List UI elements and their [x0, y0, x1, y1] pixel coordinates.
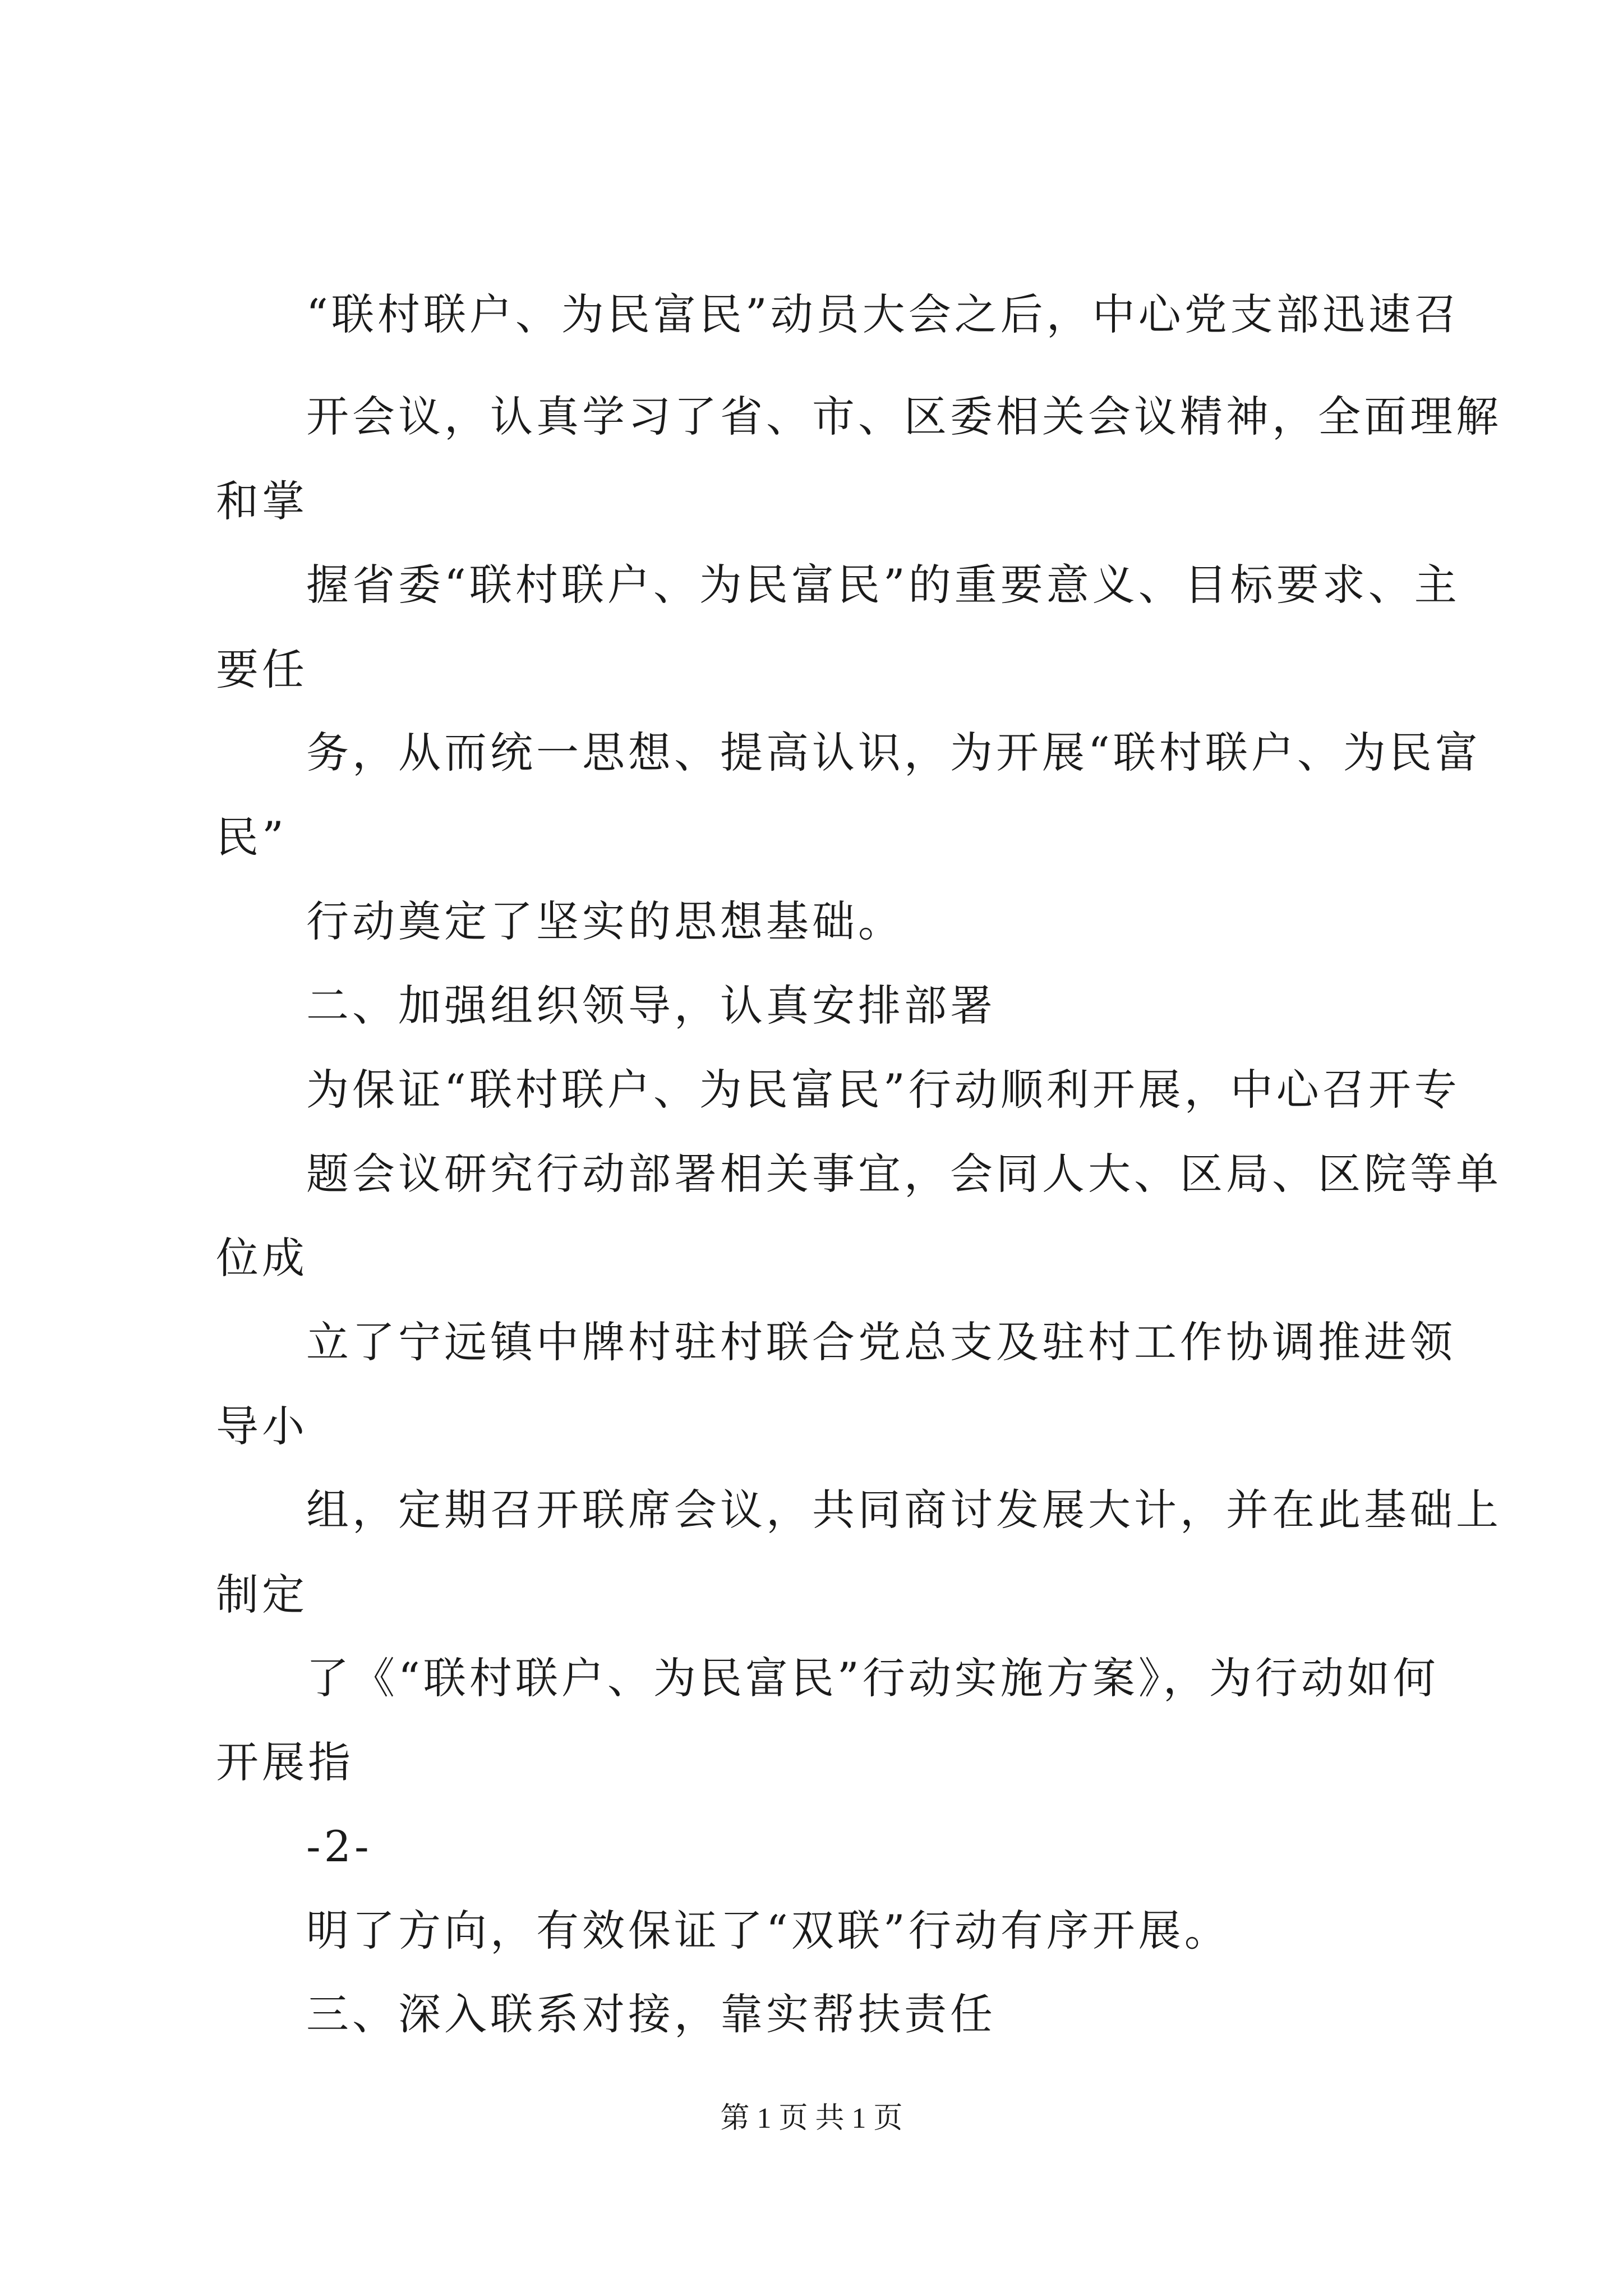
paragraph-line: “联村联户、为民富民”动员大会之后，中心党支部迅速召 [306, 289, 1460, 339]
section-heading: 三、深入联系对接，靠实帮扶责任 [306, 1989, 996, 2039]
section-heading: 二、加强组织领导，认真安排部署 [306, 981, 996, 1030]
paragraph-line: 为保证“联村联户、为民富民”行动顺利开展，中心召开专 [306, 1065, 1460, 1115]
paragraph-line: 开展指 [216, 1737, 354, 1787]
page-footer: 第 1 页 共 1 页 [720, 2102, 903, 2134]
paragraph-line: 和掌 [216, 476, 308, 526]
paragraph-line: 制定 [216, 1570, 308, 1619]
paragraph-line: 导小 [216, 1401, 308, 1451]
paragraph-line: 题会议研究行动部署相关事宜，会同人大、区局、区院等单 [306, 1149, 1502, 1199]
paragraph-line: 握省委“联村联户、为民富民”的重要意义、目标要求、主 [306, 560, 1460, 610]
paragraph-line: 组，定期召开联席会议，共同商讨发展大计，并在此基础上 [306, 1485, 1502, 1535]
paragraph-line: 开会议，认真学习了省、市、区委相关会议精神，全面理解 [306, 392, 1502, 441]
inline-page-number: -2- [306, 1821, 372, 1871]
paragraph-line: 位成 [216, 1233, 308, 1283]
paragraph-line: 民” [216, 812, 287, 862]
paragraph-line: 了《“联村联户、为民富民”行动实施方案》，为行动如何 [306, 1653, 1439, 1703]
paragraph-line: 立了宁远镇中牌村驻村联合党总支及驻村工作协调推进领 [306, 1317, 1456, 1367]
paragraph-line: 明了方向，有效保证了“双联”行动有序开展。 [306, 1906, 1230, 1955]
paragraph-line: 行动奠定了坚实的思想基础。 [306, 896, 904, 946]
paragraph-line: 要任 [216, 645, 308, 694]
paragraph-line: 务，从而统一思想、提高认识，为开展“联村联户、为民富 [306, 728, 1481, 777]
